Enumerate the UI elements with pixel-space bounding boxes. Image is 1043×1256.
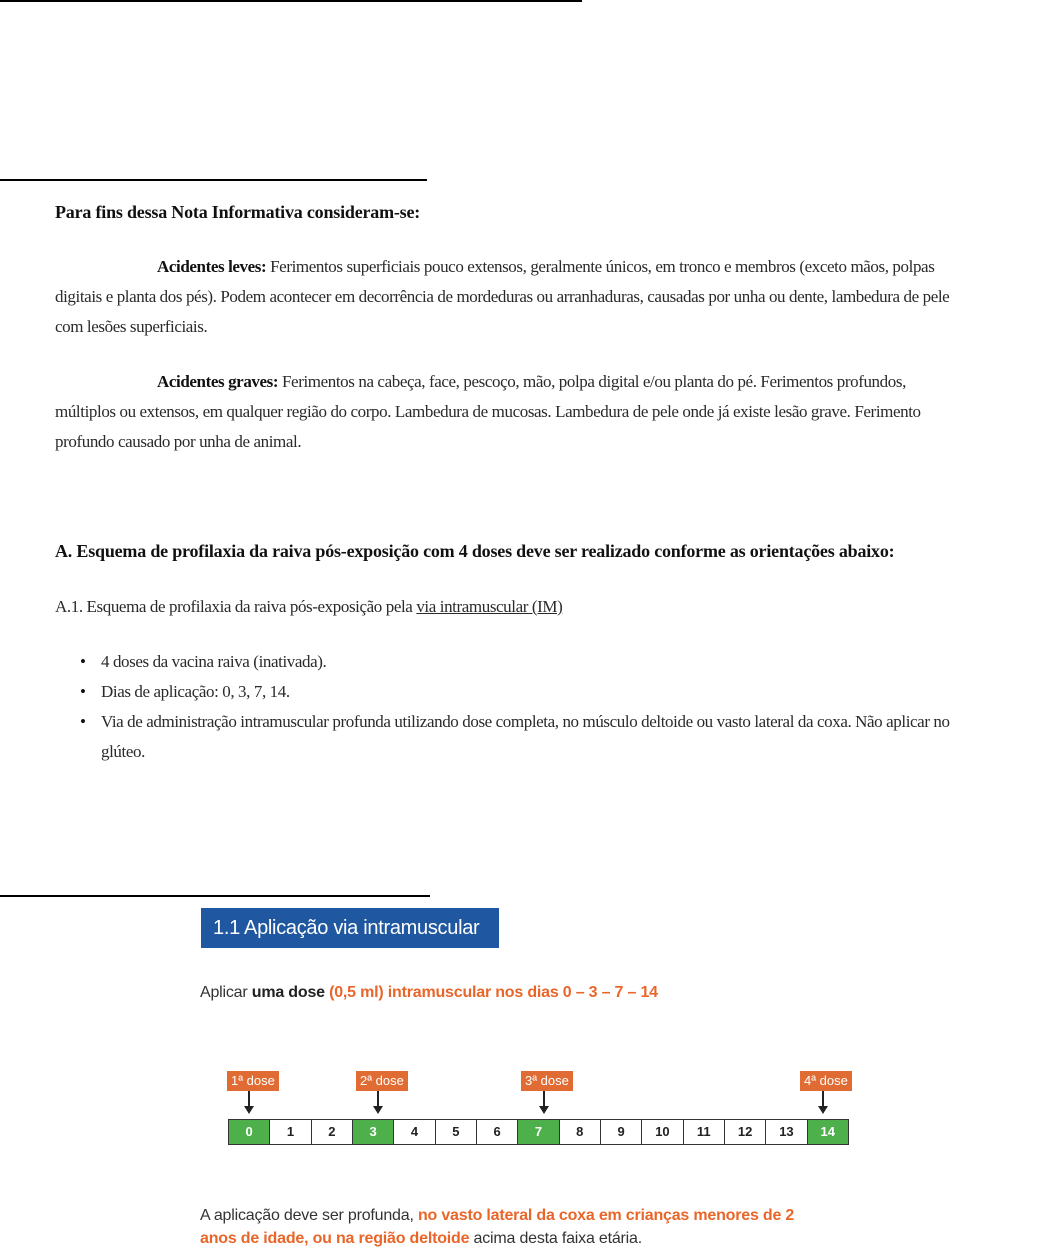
day-cell: 7	[518, 1120, 559, 1144]
subheading-prefix: A.1. Esquema de profilaxia da raiva pós-exposição pela	[55, 597, 413, 616]
via-intramuscular-link: via intramuscular (IM)	[416, 597, 563, 616]
scheme-heading: A. Esquema de profilaxia da raiva pós-exposição com 4 doses deve ser realizado conforme as orientações abaixo:	[55, 541, 895, 561]
bullet-item: • Dias de aplicação: 0, 3, 7, 14.	[73, 677, 973, 707]
top-rule	[0, 0, 582, 2]
section-rule-2	[0, 895, 430, 897]
day-cell: 4	[394, 1120, 435, 1144]
leves-line-2: digitais e planta dos pés). Podem acontecer em decorrência de mordeduras ou arranhaduras, causadas por unha ou dente, lambedura de pele	[55, 287, 950, 306]
section-rule-1	[0, 179, 427, 181]
apply-dose-line	[200, 984, 658, 1002]
scheme-bullet-list	[73, 647, 973, 767]
note-intro: Para fins dessa Nota Informativa consideram-se:	[55, 202, 421, 222]
bullet-item: • 4 doses da vacina raiva (inativada).	[73, 647, 973, 677]
day-cell: 6	[477, 1120, 518, 1144]
acidentes-leves-paragraph	[55, 252, 995, 342]
graves-line-2: múltiplos ou extensos, em qualquer região do corpo. Lambedura de mucosas. Lambedura de pele onde já existe lesão grave. Ferimento	[55, 402, 921, 421]
dose-label-3: 3ª dose	[521, 1071, 573, 1091]
dose-label-1: 1ª dose	[227, 1071, 279, 1091]
day-cell: 9	[601, 1120, 642, 1144]
day-cell: 1	[270, 1120, 311, 1144]
bullet-item	[73, 707, 973, 767]
day-cell: 10	[642, 1120, 683, 1144]
dose-arrowhead-2	[373, 1106, 383, 1114]
day-cell: 12	[725, 1120, 766, 1144]
apply-prefix: Aplicar	[200, 984, 248, 1001]
leves-text-1: Ferimentos superficiais pouco extensos, geralmente únicos, em tronco e membros (exceto mãos, polpas	[270, 257, 935, 276]
intramuscular-banner: 1.1 Aplicação via intramuscular	[201, 908, 499, 948]
leves-line-3: com lesões superficiais.	[55, 317, 208, 336]
day-cell: 14	[808, 1120, 848, 1144]
graves-line-3: profundo causado por unha de animal.	[55, 432, 302, 451]
day-cell: 5	[436, 1120, 477, 1144]
apply-bold: uma dose	[251, 984, 325, 1001]
footer-line-2	[200, 1230, 642, 1248]
footer-line-1	[200, 1207, 794, 1225]
scheme-subheading	[55, 592, 562, 622]
graves-label: Acidentes graves:	[157, 372, 279, 391]
acidentes-graves-paragraph	[55, 367, 995, 457]
day-cell: 13	[766, 1120, 807, 1144]
dose-label-2: 2ª dose	[356, 1071, 408, 1091]
footer-orange-2: anos de idade, ou na região deltoide	[200, 1230, 470, 1247]
leves-label: Acidentes leves:	[157, 257, 267, 276]
graves-line-1	[55, 367, 995, 397]
bullet-3-line-2: glúteo.	[101, 742, 145, 761]
leves-line-1	[55, 252, 995, 282]
dose-arrowhead-3	[539, 1106, 549, 1114]
footer-suffix: acima desta faixa etária.	[473, 1230, 642, 1247]
dose-arrowhead-4	[818, 1106, 828, 1114]
dose-arrowhead-1	[244, 1106, 254, 1114]
day-cell: 0	[229, 1120, 270, 1144]
graves-text-1: Ferimentos na cabeça, face, pescoço, mão, polpa digital e/ou planta do pé. Ferimentos profundos,	[282, 372, 906, 391]
day-cell: 11	[684, 1120, 725, 1144]
bullet-3-line-1: • Via de administração intramuscular profunda utilizando dose completa, no músculo deltoide ou vasto lateral da coxa. Não aplicar no	[101, 712, 950, 731]
dose-label-4: 4ª dose	[800, 1071, 852, 1091]
day-timeline	[228, 1119, 849, 1145]
footer-prefix: A aplicação deve ser profunda,	[200, 1207, 414, 1224]
apply-orange: (0,5 ml) intramuscular nos dias 0 – 3 – 7 – 14	[329, 984, 658, 1001]
day-cell: 2	[312, 1120, 353, 1144]
day-cell: 3	[353, 1120, 394, 1144]
footer-orange-1: no vasto lateral da coxa em crianças menores de 2	[417, 1207, 795, 1224]
day-cell: 8	[560, 1120, 601, 1144]
